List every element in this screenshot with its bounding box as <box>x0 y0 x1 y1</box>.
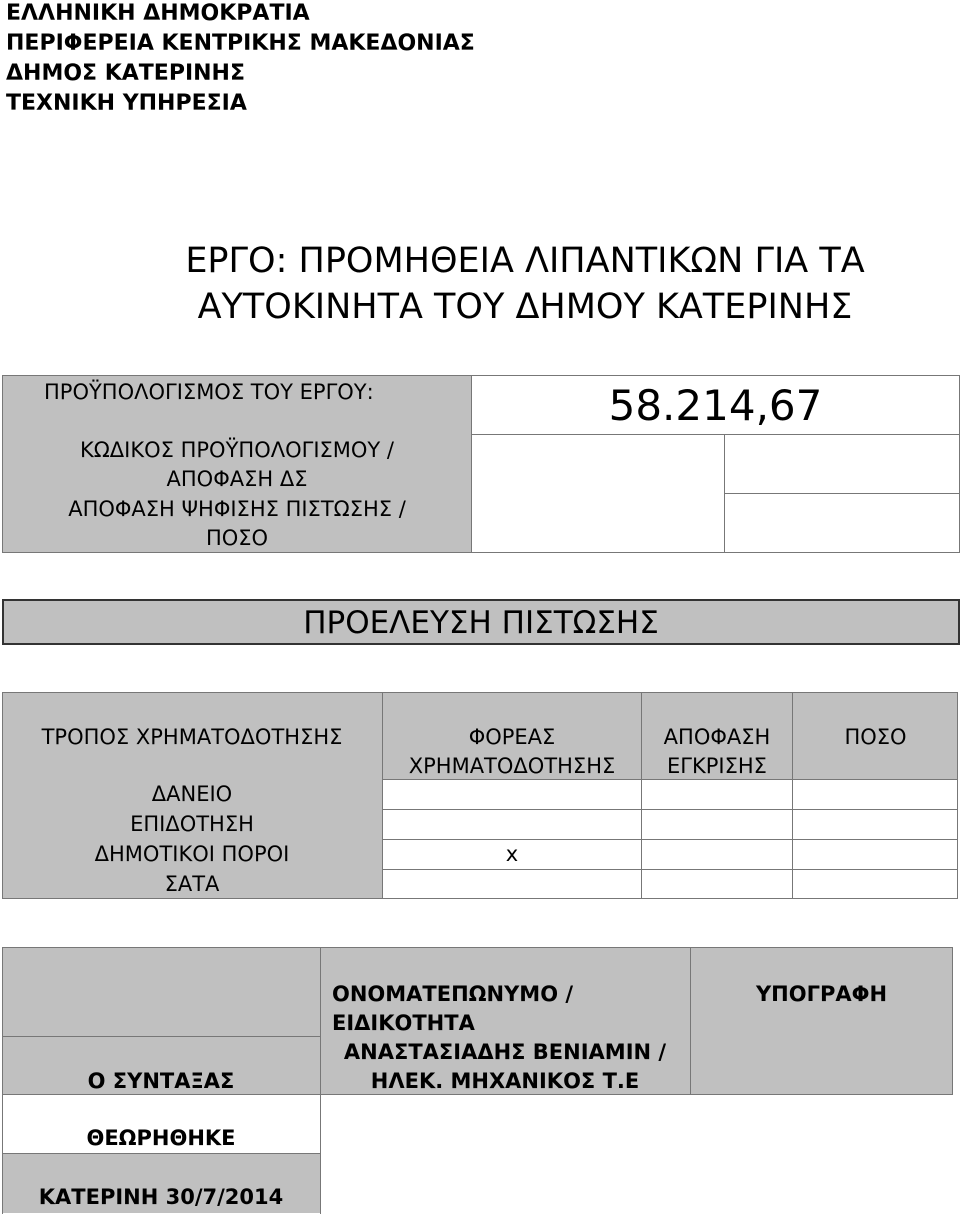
reviewed-row-line <box>2 1153 321 1154</box>
funding-header-decision-line2: ΕΓΚΡΙΣΗΣ <box>667 754 767 778</box>
header-department: ΤΕΧΝΙΚΗ ΥΠΗΡΕΣΙΑ <box>6 91 247 116</box>
code-label-line1: ΚΩΔΙΚΟΣ ΠΡΟΫΠΟΛΟΓΙΣΜΟΥ / <box>79 438 395 462</box>
name-header-line1: ΟΝΟΜΑΤΕΠΩΝΥΜΟ / <box>332 982 574 1006</box>
code-label-line2: ΑΠΟΦΑΣΗ ΔΣ <box>166 467 308 491</box>
signature-row-line <box>2 1036 320 1037</box>
funding-row-method: ΕΠΙΔΟΤΗΣΗ <box>130 812 254 836</box>
name-header-line2: ΕΙΔΙΚΟΤΗΤΑ <box>332 1011 475 1035</box>
header-municipality: ΔΗΜΟΣ ΚΑΤΕΡΙΝΗΣ <box>6 61 245 86</box>
signature-col-line-2 <box>690 947 691 1095</box>
funding-header-method: ΤΡΟΠΟΣ ΧΡΗΜΑΤΟΔΟΤΗΣΗΣ <box>41 725 343 749</box>
funding-row-method: ΣΑΤΑ <box>164 872 220 896</box>
credit-source-title: ΠΡΟΕΛΕΥΣΗ ΠΙΣΤΩΣΗΣ <box>303 605 659 641</box>
funding-header-body-line1: ΦΟΡΕΑΣ <box>468 725 556 749</box>
header-country: ΕΛΛΗΝΙΚΗ ΔΗΜΟΚΡΑΤΙΑ <box>6 1 310 26</box>
approval-label-line1: ΑΠΟΦΑΣΗ ΨΗΦΙΣΗΣ ΠΙΣΤΩΣΗΣ / <box>68 497 406 521</box>
funding-header-decision-line1: ΑΠΟΦΑΣΗ <box>663 725 771 749</box>
composer-label: Ο ΣΥΝΤΑΞΑΣ <box>87 1069 235 1093</box>
approval-label-line2: ΠΟΣΟ <box>205 526 269 550</box>
project-title-line1: ΕΡΓΟ: ΠΡΟΜΗΘΕΙΑ ΛΙΠΑΝΤΙΚΩΝ ΓΙΑ ΤΑ <box>185 241 865 281</box>
funding-row-method: ΔΑΝΕΙΟ <box>151 782 233 806</box>
budget-row-divider-2 <box>724 493 960 494</box>
funding-row-line-1 <box>382 779 958 780</box>
header-region: ΠΕΡΙΦΕΡΕΙΑ ΚΕΝΤΡΙΚΗΣ ΜΑΚΕΔΟΝΙΑΣ <box>6 31 475 56</box>
funding-row-method: ΔΗΜΟΤΙΚΟΙ ΠΟΡΟΙ <box>94 842 290 866</box>
funding-col-line-3 <box>792 692 793 899</box>
budget-value: 58.214,67 <box>608 381 823 430</box>
project-title-line2: ΑΥΤΟΚΙΝΗΤΑ ΤΟΥ ΔΗΜΟΥ ΚΑΤΕΡΙΝΗΣ <box>197 287 853 327</box>
reviewed-label: ΘΕΩΡΗΘΗΚΕ <box>86 1126 236 1150</box>
funding-col-line-1 <box>382 692 383 899</box>
budget-label: ΠΡΟΫΠΟΛΟΓΙΣΜΟΣ ΤΟΥ ΕΡΓΟΥ: <box>44 380 374 404</box>
place-date: ΚΑΤΕΡΙΝΗ 30/7/2014 <box>38 1185 284 1209</box>
budget-row-divider <box>471 434 960 435</box>
funding-row-line-3 <box>382 839 958 840</box>
funding-row-line-4 <box>382 869 958 870</box>
funding-header-body-line2: ΧΡΗΜΑΤΟΔΟΤΗΣΗΣ <box>408 754 616 778</box>
signature-header: ΥΠΟΓΡΑΦΗ <box>755 982 888 1006</box>
funding-row-mark: x <box>505 842 519 866</box>
composer-name-line1: ΑΝΑΣΤΑΣΙΑΔΗΣ ΒΕΝΙΑΜΙΝ / <box>343 1040 667 1064</box>
composer-name-line2: ΗΛΕΚ. ΜΗΧΑΝΙΚΟΣ Τ.Ε <box>370 1069 640 1093</box>
funding-header-amount: ΠΟΣΟ <box>844 725 907 749</box>
funding-col-line-2 <box>641 692 642 899</box>
funding-row-line-2 <box>382 809 958 810</box>
